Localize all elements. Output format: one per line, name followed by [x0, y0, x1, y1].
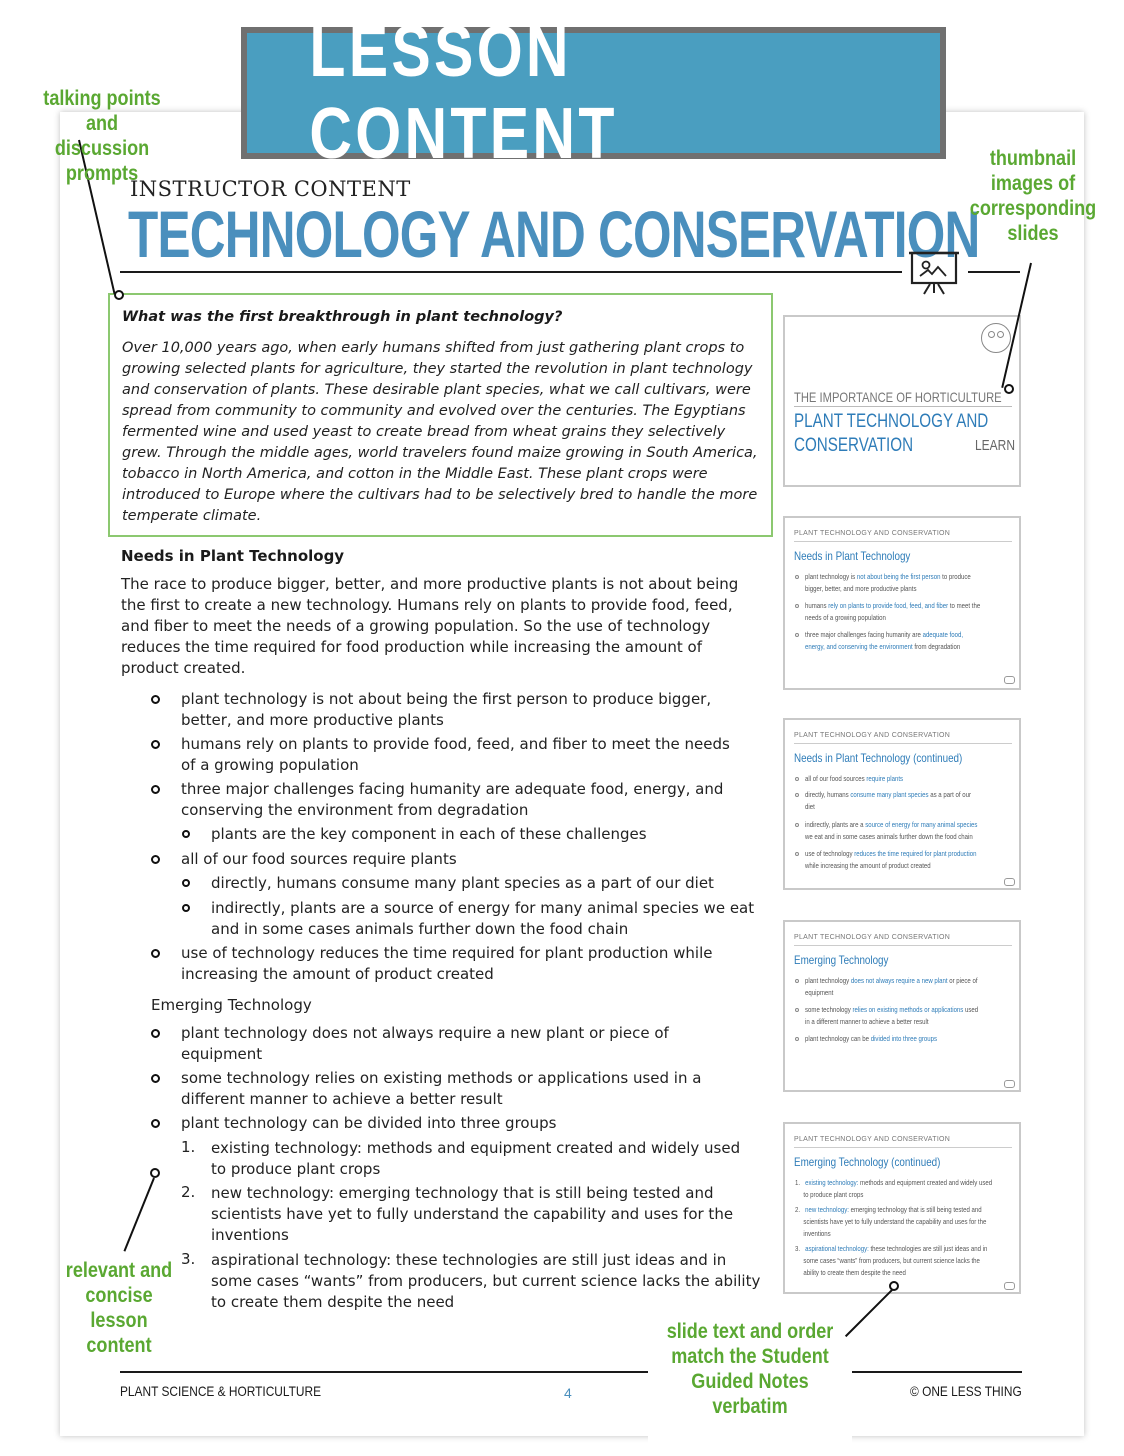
leader-marker	[1004, 384, 1014, 394]
slide-rule	[794, 743, 1012, 744]
page-number: 4	[564, 1385, 572, 1401]
slide-tag: LEARN	[975, 437, 1016, 454]
numbered-item: new technology: emerging technology that is still being tested and scientists have yet to fully understand the capability and uses for the inventions	[211, 1184, 734, 1244]
slide-line: three major challenges facing humanity are adequate food, energy, and conserving the environment from degradation	[805, 630, 964, 651]
sub-bullet-dot	[182, 879, 190, 887]
bullet-dot	[151, 949, 160, 958]
slide-thumbnail-needs	[783, 516, 1021, 690]
list-item: use of technology reduces the time required for plant production while increasing the amount of product created	[181, 944, 713, 983]
slide-line: plant technology is not about being the first person to produce bigger, better, and more productive plants	[805, 572, 971, 593]
list-item: plant technology is not about being the first person to produce bigger, better, and more productive plants	[181, 690, 712, 729]
list-item: three major challenges facing humanity are adequate food, energy, and conserving the environment from degradation	[181, 780, 724, 819]
slide-line: 2. new technology: emerging technology that is still being tested and scientists have yet to fully understand the capability and uses for the inventions	[795, 1205, 987, 1238]
list-item: plant technology does not always require a new plant or piece of equipment	[181, 1024, 669, 1063]
slide-line: use of technology reduces the time required for plant production while increasing the amount of product created	[805, 849, 977, 870]
bullet-dot	[151, 740, 160, 749]
bullet-dot	[151, 855, 160, 864]
bullet-dot	[151, 785, 160, 794]
list-item: all of our food sources require plants	[181, 850, 457, 868]
slide-bullet	[795, 575, 799, 579]
slide-rule	[794, 406, 1012, 407]
discussion-question: What was the first breakthrough in plant technology?	[122, 309, 563, 325]
slide-line: 3. aspirational technology: these technologies are still just ideas and in some cases “wants” from producers, but current science lacks the ability to create them despite the need	[795, 1244, 988, 1277]
slide-bullet	[795, 633, 799, 637]
slide-heading: Emerging Technology (continued)	[794, 1155, 941, 1169]
page-title: TECHNOLOGY AND CONSERVATION	[128, 197, 980, 271]
slide-thumbnail-needs-continued	[783, 718, 1021, 890]
list-number: 3.	[181, 1250, 196, 1268]
list-item: humans rely on plants to provide food, feed, and fiber to meet the needs of a growing population	[181, 735, 730, 774]
owl-logo-icon	[1004, 1080, 1015, 1088]
slide-title-line2: CONSERVATION	[794, 435, 914, 456]
owl-logo-icon	[1004, 878, 1015, 886]
header-rule	[120, 271, 902, 273]
banner-title: LESSON CONTENT	[309, 12, 618, 174]
slide-kicker: THE IMPORTANCE OF HORTICULTURE	[794, 389, 1002, 405]
slide-kicker: PLANT TECHNOLOGY AND CONSERVATION	[794, 1136, 951, 1143]
numbered-item: aspirational technology: these technologies are still just ideas and in some cases “wants” from producers, but current science lacks the ability to create them despite the need	[211, 1251, 761, 1311]
slide-line: humans rely on plants to provide food, feed, and fiber to meet the needs of a growing population	[805, 601, 981, 622]
footer-course-name: PLANT SCIENCE & HORTICULTURE	[120, 1383, 322, 1399]
owl-eye-icon	[988, 331, 995, 338]
slide-bullet	[795, 979, 799, 983]
list-number: 2.	[181, 1183, 196, 1201]
owl-logo-icon	[1004, 676, 1015, 684]
presentation-board-icon	[908, 250, 960, 296]
slide-line: 1. existing technology: methods and equipment created and widely used to produce plant crops	[795, 1178, 993, 1199]
slide-bullet	[795, 823, 799, 827]
slide-kicker: PLANT TECHNOLOGY AND CONSERVATION	[794, 934, 951, 941]
bullet-dot	[151, 695, 160, 704]
slide-bullet	[795, 793, 799, 797]
list-item: plant technology can be divided into three groups	[181, 1114, 557, 1132]
slide-line: all of our food sources require plants	[805, 774, 904, 783]
section-heading-needs: Needs in Plant Technology	[121, 547, 345, 565]
list-item: indirectly, plants are a source of energy for many animal species we eat and in some cases animals further down the food chain	[211, 899, 755, 938]
lesson-content-banner	[241, 12, 946, 174]
slide-line: directly, humans consume many plant species as a part of our diet	[805, 790, 971, 811]
owl-logo-icon	[981, 323, 1011, 353]
list-item: some technology relies on existing methods or applications used in a different manner to achieve a better result	[181, 1069, 702, 1108]
instructor-content-label: INSTRUCTOR CONTENT	[130, 177, 411, 201]
discussion-prompt-box	[108, 293, 773, 537]
slide-heading: Needs in Plant Technology	[794, 549, 911, 563]
slide-line: indirectly, plants are a source of energy for many animal species we eat and in some cases animals further down the food chain	[805, 820, 978, 841]
list-item: directly, humans consume many plant species as a part of our diet	[211, 874, 714, 892]
slide-bullet	[795, 1037, 799, 1041]
sub-bullet-dot	[182, 830, 190, 838]
bullet-dot	[151, 1074, 160, 1083]
list-item: plants are the key component in each of these challenges	[211, 825, 647, 843]
slide-thumbnail-emerging-continued	[783, 1122, 1021, 1294]
slide-heading: Emerging Technology	[794, 953, 889, 967]
callout-talking-points: talking points and discussion prompts	[43, 87, 161, 185]
slide-line: plant technology does not always require a new plant or piece of equipment	[805, 976, 978, 997]
callout-thumbnails: thumbnail images of corresponding slides	[969, 147, 1097, 245]
slide-heading: Needs in Plant Technology (continued)	[794, 751, 963, 765]
slide-rule	[794, 541, 1012, 542]
slide-kicker: PLANT TECHNOLOGY AND CONSERVATION	[794, 530, 951, 537]
owl-logo-icon	[1004, 1282, 1015, 1290]
slide-bullet	[795, 1008, 799, 1012]
slide-thumbnail-title	[783, 315, 1021, 487]
slide-rule	[794, 1147, 1012, 1148]
needs-paragraph: The race to produce bigger, better, and more productive plants is not about being the first to create a new technology. Humans rely on plants to provide food, feed, and fiber to meet the needs of a growing population. So the use of technology reduces the time required for food production while increasing the amount of product created.	[121, 575, 739, 677]
section-heading-emerging: Emerging Technology	[151, 996, 312, 1014]
list-number: 1.	[181, 1138, 196, 1156]
slide-bullet	[795, 604, 799, 608]
leader-marker	[114, 290, 124, 300]
slide-bullet	[795, 777, 799, 781]
slide-thumbnail-emerging	[783, 920, 1021, 1092]
slide-rule	[794, 945, 1012, 946]
footer-rule	[120, 1371, 1022, 1373]
slide-line: plant technology can be divided into three groups	[805, 1034, 938, 1043]
sub-bullet-dot	[182, 904, 190, 912]
leader-marker	[150, 1168, 160, 1178]
slide-line: some technology relies on existing methods or applications used in a different manner to achieve a better result	[805, 1005, 979, 1026]
bullet-dot	[151, 1119, 160, 1128]
discussion-answer: Over 10,000 years ago, when early humans shifted from just gathering plant crops to growing selected plants for agriculture, they started the revolution in plant technology and conservation of plants. These desirable plant species, what we call cultivars, were spread from community to community and evolved over the centuries. The Egyptians fermented wine and used yeast to create bread from wheat grains they selectively grew. Through the middle ages, world travelers found maize growing in South America, tobacco in North America, and cotton in the Middle East. These plant crops were introduced to Europe where the cultivars had to be selectively bred to handle the more temperate climate.	[122, 340, 758, 524]
slide-kicker: PLANT TECHNOLOGY AND CONSERVATION	[794, 732, 951, 739]
footer-copyright: © ONE LESS THING	[910, 1383, 1022, 1399]
header-rule-right	[968, 271, 1020, 273]
slide-title-line1: PLANT TECHNOLOGY AND	[794, 411, 989, 432]
slide-bullet	[795, 852, 799, 856]
bullet-dot	[151, 1029, 160, 1038]
callout-relevant-content: relevant and concise lesson content	[65, 1259, 173, 1357]
callout-slide-text: slide text and order match the Student Guided Notes verbatim	[666, 1320, 834, 1418]
owl-eye-icon	[997, 331, 1004, 338]
leader-marker	[889, 1281, 899, 1291]
numbered-item: existing technology: methods and equipment created and widely used to produce plant crops	[211, 1139, 741, 1178]
